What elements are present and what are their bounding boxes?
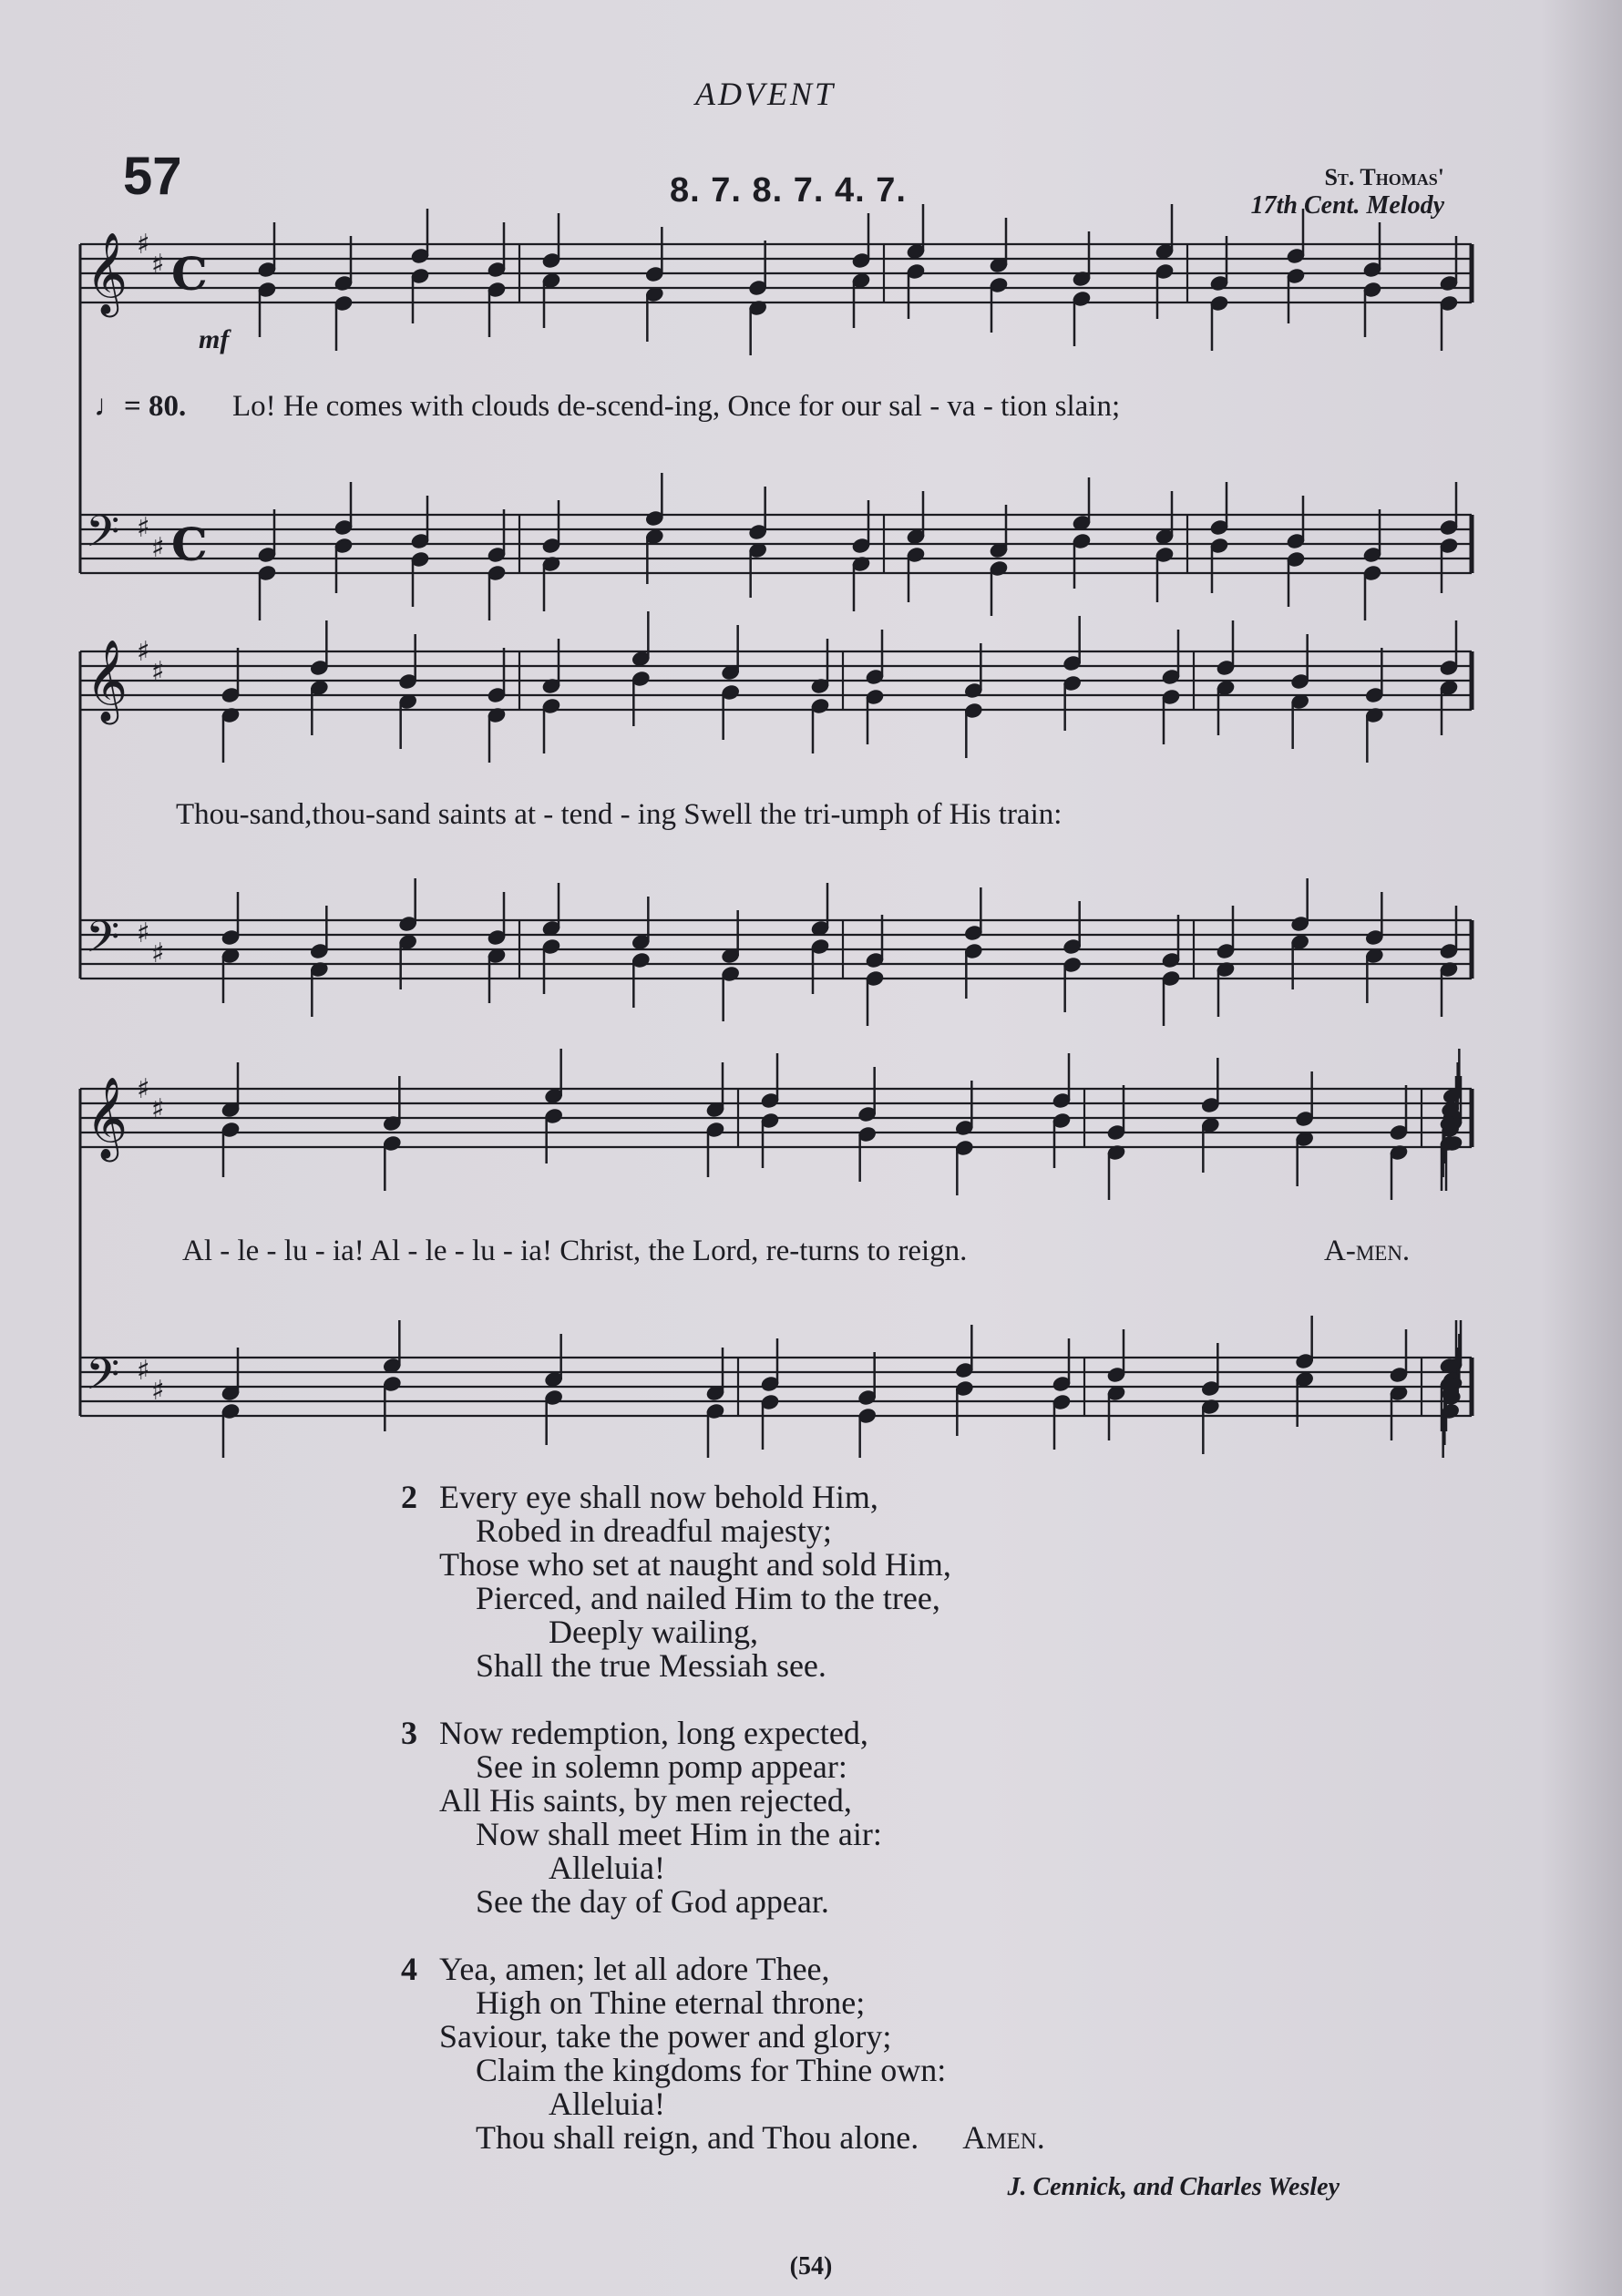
sharp-icon: ♯	[151, 656, 165, 688]
verse-line: Now shall meet Him in the air:	[476, 1816, 882, 1852]
sharp-icon: ♯	[137, 636, 150, 668]
tune-source: 17th Cent. Melody	[1250, 191, 1444, 220]
sharp-icon: ♯	[137, 1073, 150, 1105]
verse-line: See in solemn pomp appear:	[476, 1748, 847, 1785]
bass-clef-icon: 𝄢	[86, 1348, 120, 1410]
verse-line: See the day of God appear.	[476, 1883, 829, 1920]
quarter-note-icon: ♩	[94, 390, 124, 423]
verse-number: 3	[401, 1715, 417, 1751]
final-amen: Amen.	[962, 2119, 1045, 2156]
verse-line: Those who set at naught and sold Him,	[439, 1546, 951, 1583]
verse-line: Yea, amen; let all adore Thee,	[439, 1951, 830, 1987]
verse-line: Thou shall reign, and Thou alone. Amen.	[476, 2119, 1045, 2156]
verse-line: Alleluia!	[549, 1850, 665, 1886]
attribution: J. Cennick, and Charles Wesley	[1007, 2173, 1340, 2201]
verse-line: High on Thine eternal throne;	[476, 1984, 866, 2021]
sharp-icon: ♯	[137, 229, 150, 261]
verse-2	[401, 1481, 1045, 1683]
sharp-icon: ♯	[151, 249, 165, 281]
meter: 8. 7. 8. 7. 4. 7.	[670, 171, 907, 210]
verse-line: Deeply wailing,	[549, 1614, 758, 1650]
treble-clef-icon: 𝄞	[86, 640, 128, 722]
lyric-line-2: Thou-sand,thou-sand saints at - tend - ing Swell the tri-umph of His train:	[176, 798, 1063, 831]
verse-4	[401, 1953, 1045, 2155]
verse-line: All His saints, by men rejected,	[439, 1782, 852, 1819]
sharp-icon: ♯	[151, 938, 165, 969]
verse-line: Saviour, take the power and glory;	[439, 2018, 892, 2055]
tune-name: St. Thomas'	[1324, 164, 1444, 190]
treble-clef-icon: 𝄞	[86, 1077, 128, 1159]
verse-line: Shall the true Messiah see.	[476, 1647, 826, 1684]
amen-lyric: A-men.	[1324, 1235, 1411, 1267]
sharp-icon: ♯	[137, 917, 150, 949]
verse-line: Claim the kingdoms for Thine own:	[476, 2052, 947, 2088]
sharp-icon: ♯	[151, 1375, 165, 1407]
lyric-line-1: Lo! He comes with clouds de-scend-ing, Once for our sal - va - tion slain;	[232, 390, 1121, 423]
verse-3	[401, 1717, 1045, 1919]
sharp-icon: ♯	[151, 1093, 165, 1125]
common-time-icon: C	[171, 518, 208, 571]
page-number: (54)	[789, 2252, 833, 2281]
verses	[401, 1481, 1045, 2188]
bass-clef-icon: 𝄢	[86, 506, 120, 568]
dynamic-marking: mf	[199, 324, 230, 354]
verse-number: 2	[401, 1479, 417, 1515]
common-time-icon: C	[171, 247, 208, 301]
treble-clef-icon: 𝄞	[86, 232, 128, 314]
verse-line: Pierced, and nailed Him to the tree,	[476, 1580, 940, 1616]
sharp-icon: ♯	[137, 512, 150, 544]
lyric-line-3: Al - le - lu - ia! Al - le - lu - ia! Christ, the Lord, re-turns to reign.	[182, 1235, 968, 1267]
verse-line: Now redemption, long expected,	[439, 1715, 868, 1751]
hymn-number: 57	[123, 147, 182, 206]
verse-number: 4	[401, 1951, 417, 1987]
tempo-marking: ♩= 80.	[94, 390, 187, 423]
verse-line: Alleluia!	[549, 2086, 665, 2122]
verse-line: Every eye shall now behold Him,	[439, 1479, 878, 1515]
section-title: ADVENT	[694, 76, 836, 112]
sharp-icon: ♯	[137, 1355, 150, 1387]
verse-line: Robed in dreadful majesty;	[476, 1512, 832, 1549]
bass-clef-icon: 𝄢	[86, 911, 120, 973]
sharp-icon: ♯	[151, 532, 165, 564]
